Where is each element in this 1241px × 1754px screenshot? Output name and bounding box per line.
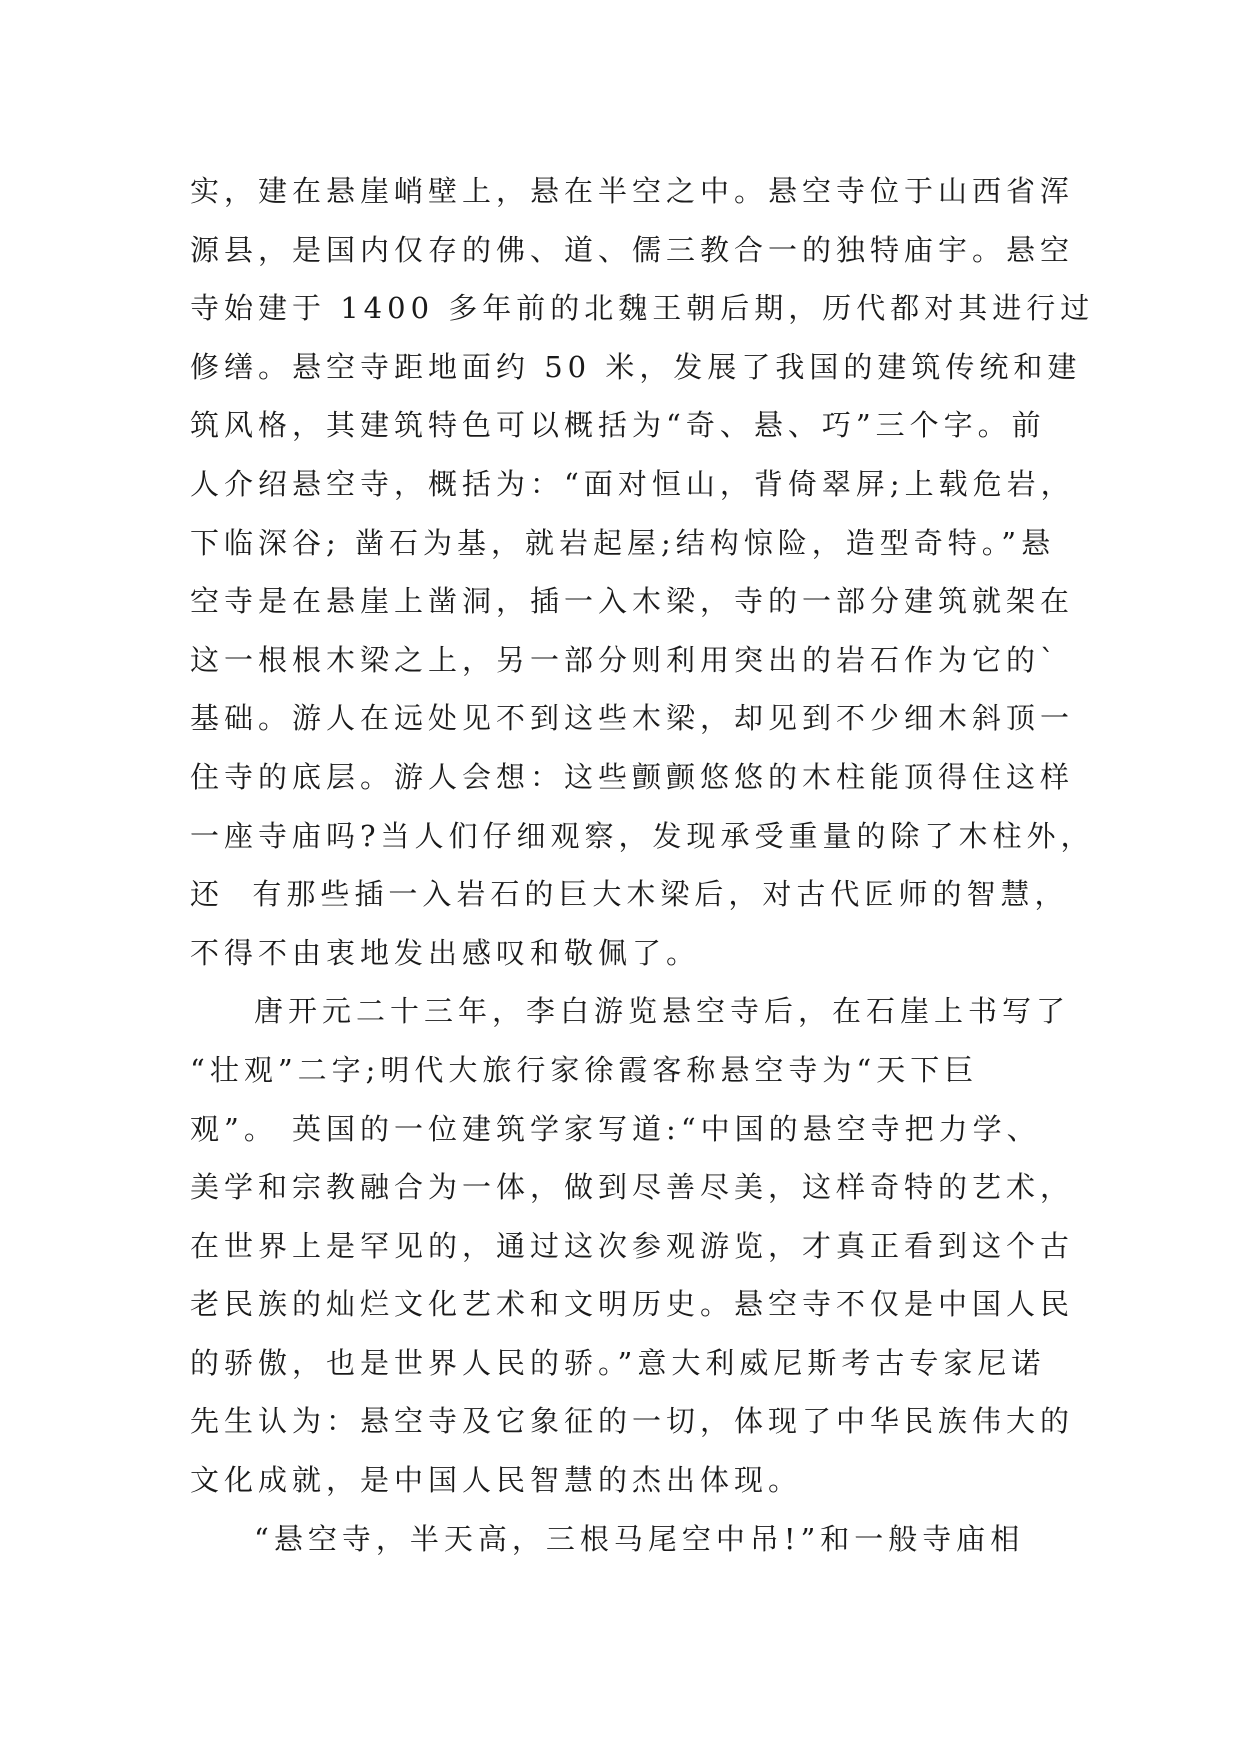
paragraph <box>190 162 1095 982</box>
text-line: 源县，是国内仅存的佛、道、儒三教合一的独特庙宇。悬空 <box>190 232 1075 267</box>
text-line: 这一根根木梁之上，另一部分则利用突出的岩石作为它的` <box>190 642 1060 677</box>
text-line: 修缮。悬空寺距地面约 50 米，发展了我国的建筑传统和建 <box>190 349 1082 384</box>
text-line: 寺始建于 1400 多年前的北魏王朝后期，历代都对其进行过 <box>190 291 1095 326</box>
paragraph <box>190 982 1075 1509</box>
text-line: 下临深谷; 凿石为基，就岩起屋;结构惊险，造型奇特。”悬 <box>190 525 1056 560</box>
text-line: 老民族的灿烂文化艺术和文明历史。悬空寺不仅是中国人民 <box>190 1287 1075 1322</box>
text-line: 住寺的底层。游人会想：这些颤颤悠悠的木柱能顶得住这样 <box>190 759 1075 794</box>
body-text <box>190 162 1095 1568</box>
text-line: 观”。 英国的一位建筑学家写道:“中国的悬空寺把力学、 <box>190 1111 1041 1146</box>
text-line: 美学和宗教融合为一体，做到尽善尽美，这样奇特的艺术， <box>190 1170 1075 1205</box>
text-line: 文化成就，是中国人民智慧的杰出体现。 <box>190 1463 803 1498</box>
text-line: 筑风格，其建筑特色可以概括为“奇、悬、巧”三个字。前 <box>190 408 1046 443</box>
text-line: “壮观”二字;明代大旅行家徐霞客称悬空寺为“天下巨 <box>190 1052 979 1087</box>
text-line: 空寺是在悬崖上凿洞，插一入木梁，寺的一部分建筑就架在 <box>190 584 1075 619</box>
text-line: “悬空寺，半天高，三根马尾空中吊!”和一般寺庙相 <box>254 1521 1025 1556</box>
text-line: 唐开元二十三年，李白游览悬空寺后，在石崖上书写了 <box>254 994 1071 1029</box>
text-line: 实，建在悬崖峭壁上，悬在半空之中。悬空寺位于山西省浑 <box>190 174 1075 208</box>
text-line: 在世界上是罕见的，通过这次参观游览，才真正看到这个古 <box>190 1228 1075 1263</box>
paragraph <box>190 1510 1070 1569</box>
text-line: 还 有那些插一入岩石的巨大木梁后，对古代匠师的智慧， <box>190 877 1069 912</box>
text-line: 的骄傲，也是世界人民的骄。”意大利威尼斯考古专家尼诺 <box>190 1345 1046 1380</box>
text-line: 一座寺庙吗?当人们仔细观察，发现承受重量的除了木柱外， <box>190 818 1095 853</box>
text-line: 先生认为：悬空寺及它象征的一切，体现了中华民族伟大的 <box>190 1404 1075 1439</box>
text-line: 人介绍悬空寺，概括为：“面对恒山，背倚翠屏;上载危岩， <box>190 466 1075 501</box>
text-line: 基础。游人在远处见不到这些木梁，却见到不少细木斜顶一 <box>190 701 1075 736</box>
text-line: 不得不由衷地发出感叹和敬佩了。 <box>190 935 701 970</box>
